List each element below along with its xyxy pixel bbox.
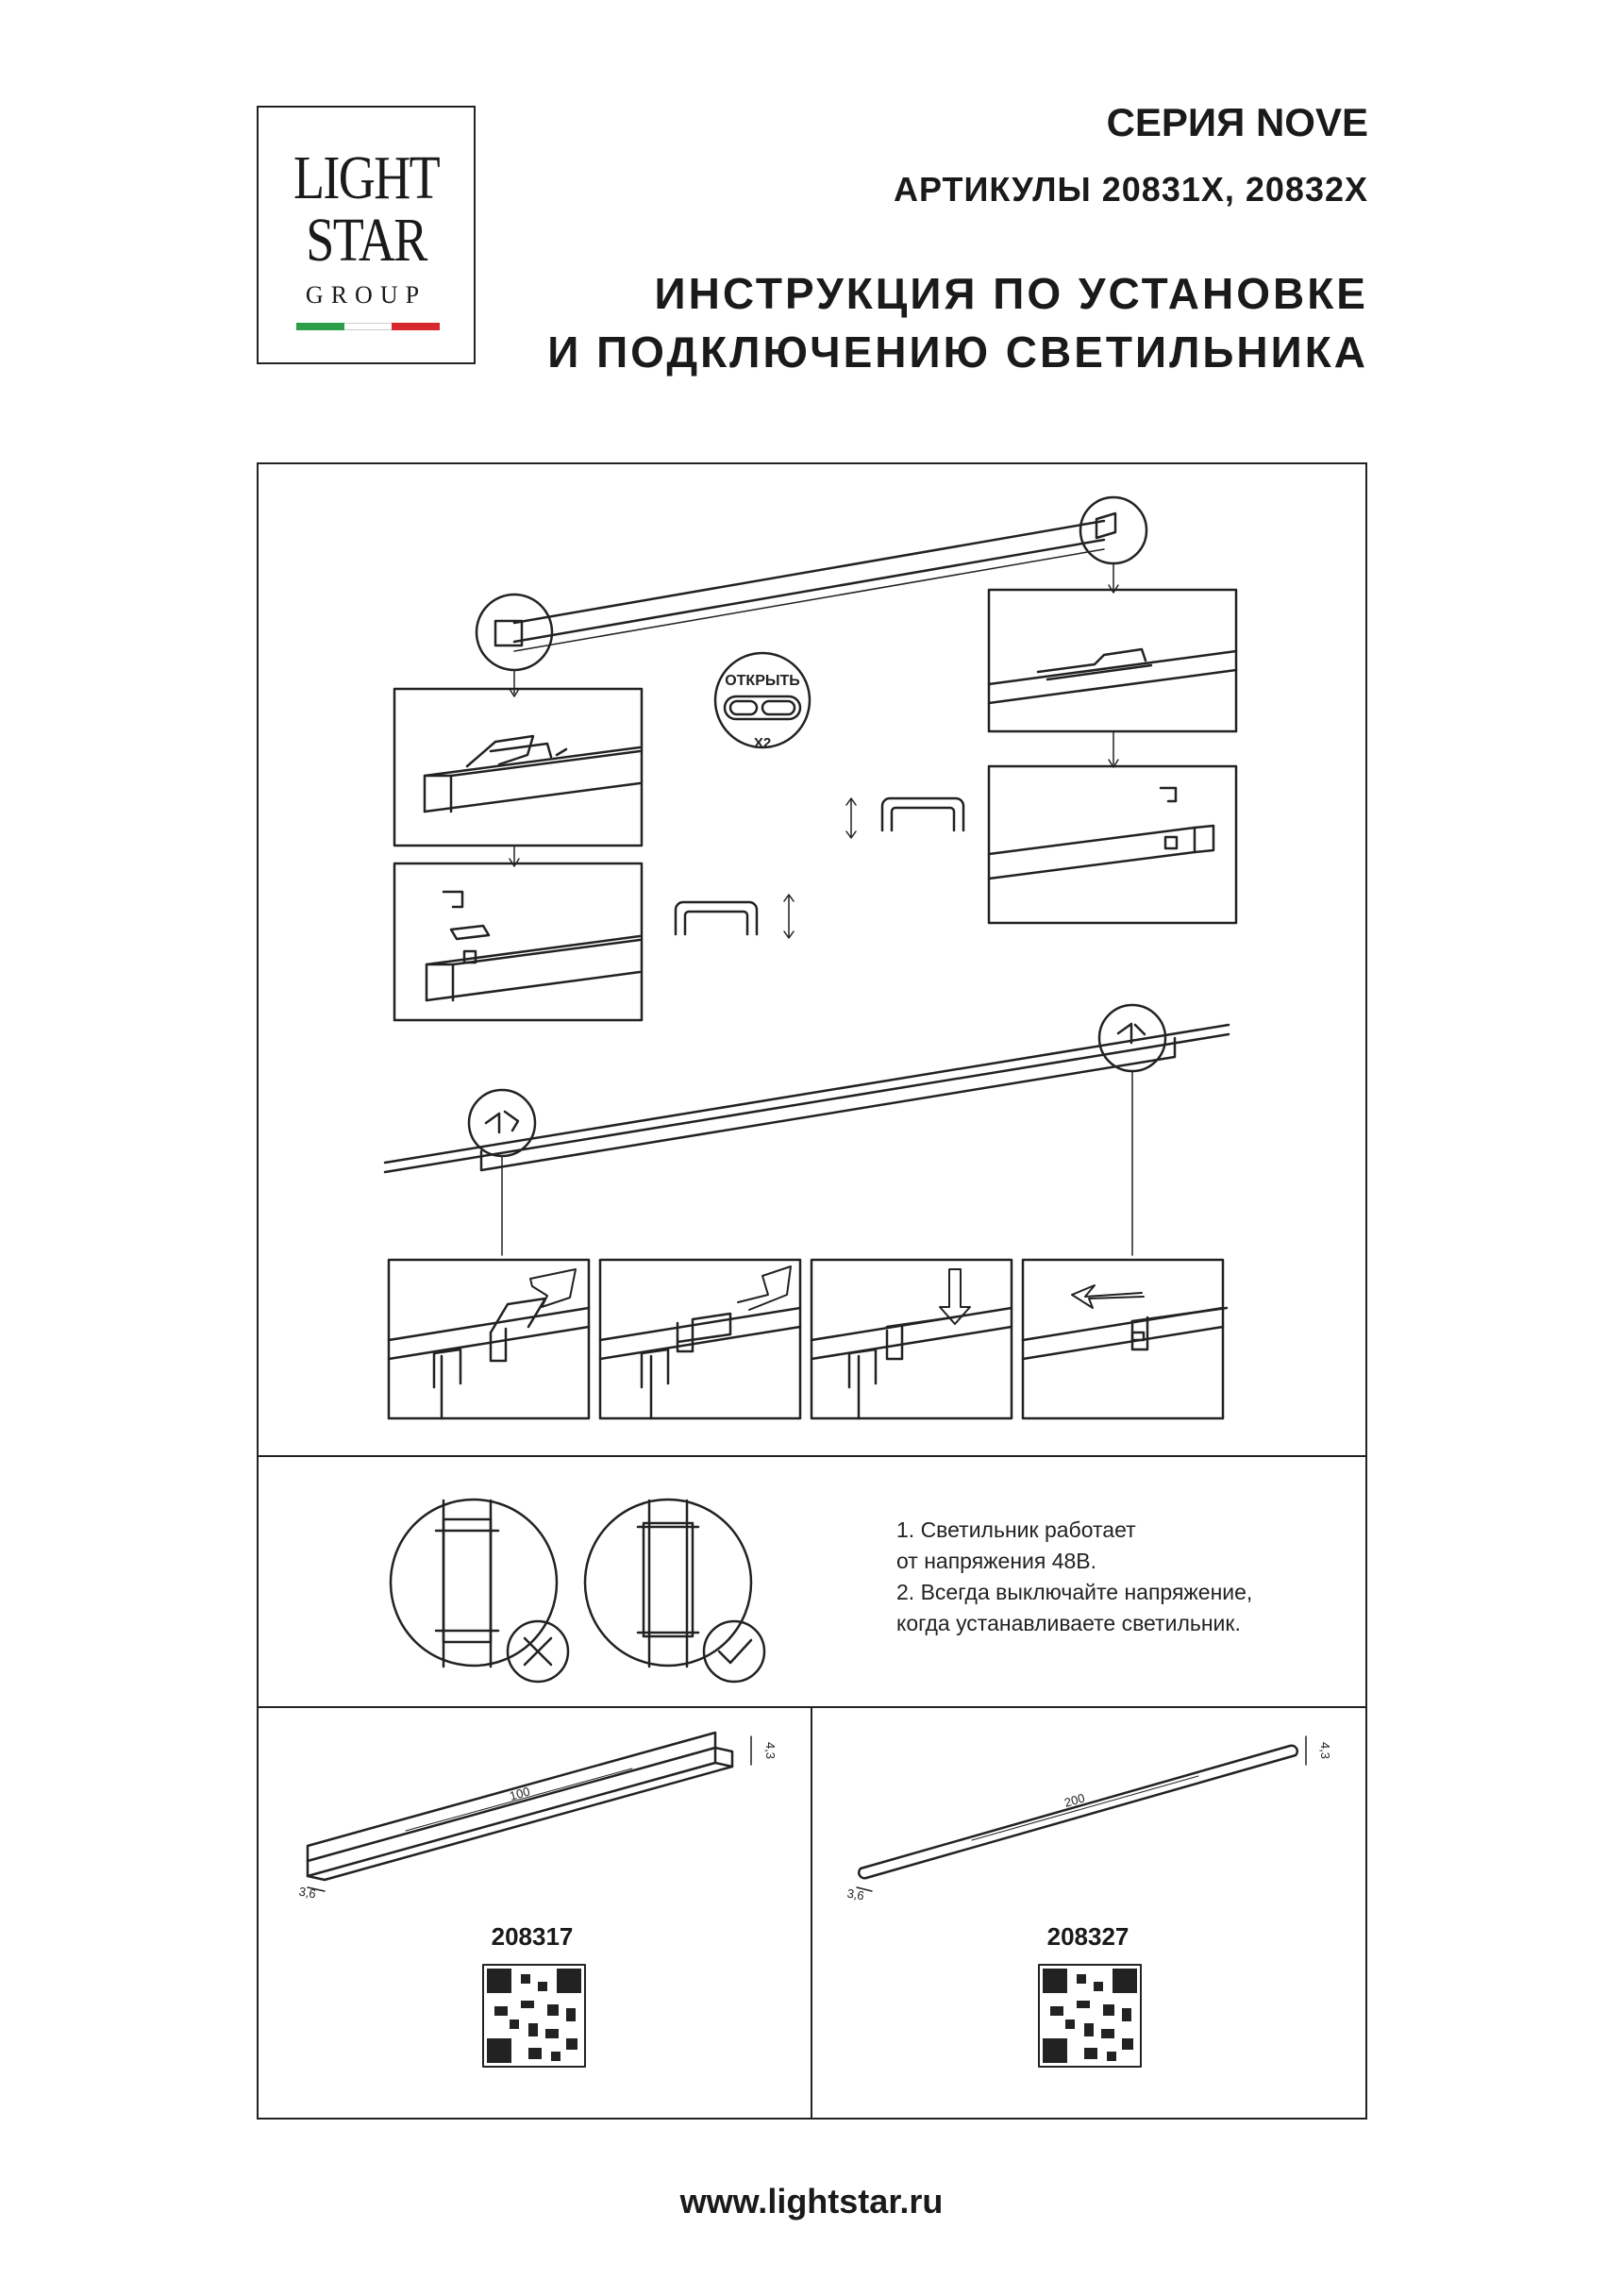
instruction-title-line2: И ПОДКЛЮЧЕНИЮ СВЕТИЛЬНИКА <box>547 327 1368 377</box>
product-code-1: 208317 <box>491 1922 574 1951</box>
note-line-2: от напряжения 48В. <box>896 1549 1097 1573</box>
note-line-3: 2. Всегда выключайте напряжение, <box>896 1580 1253 1604</box>
detail-box-right-2 <box>989 766 1236 923</box>
wrong-mounting-illustration <box>391 1500 568 1682</box>
length-dimension-208317: 100 <box>508 1784 532 1803</box>
logo-text-group: GROUP <box>305 281 427 309</box>
luminaire-drawing-208317 <box>308 1733 751 1891</box>
open-label: ОТКРЫТЬ <box>725 673 800 689</box>
detail-box-right-1 <box>989 590 1236 731</box>
clip-bracket-1 <box>846 798 963 838</box>
width-dimension-208317: 3,6 <box>297 1884 317 1902</box>
qr-code-208317 <box>483 1965 585 2067</box>
logo-text-star: STAR <box>306 206 427 275</box>
step-box-4 <box>1023 1260 1227 1418</box>
width-dimension-208327: 3,6 <box>845 1885 865 1903</box>
note-line-1: 1. Светильник работает <box>896 1517 1136 1542</box>
website-link[interactable]: www.lightstar.ru <box>679 2182 944 2221</box>
top-luminaire-illustration <box>477 497 1146 696</box>
times-label: X2 <box>753 735 772 751</box>
logo-text-light: LIGHT <box>293 143 440 212</box>
qr-code-208327 <box>1039 1965 1141 2067</box>
step-box-1 <box>389 1260 589 1418</box>
clip-bracket-2 <box>676 895 794 938</box>
detail-box-left-2 <box>394 863 642 1020</box>
step-box-2 <box>600 1260 800 1418</box>
article-numbers: АРТИКУЛЫ 20831X, 20832X <box>893 170 1368 209</box>
instruction-title-line1: ИНСТРУКЦИЯ ПО УСТАНОВКЕ <box>654 269 1368 318</box>
step-box-3 <box>812 1260 1012 1418</box>
height-dimension-208317: 4,3 <box>763 1741 778 1760</box>
detail-circle-right <box>1080 497 1146 563</box>
length-dimension-208327: 200 <box>1062 1790 1087 1810</box>
height-dimension-208327: 4,3 <box>1318 1741 1332 1760</box>
note-line-4: когда устанавливаете светильник. <box>896 1611 1241 1635</box>
detail-box-left-1 <box>394 689 642 846</box>
detail-circle-track-left <box>469 1090 535 1156</box>
open-badge <box>715 653 810 747</box>
correct-mounting-illustration <box>585 1500 764 1682</box>
detail-circle-left <box>477 595 552 670</box>
product-code-2: 208327 <box>1046 1922 1129 1951</box>
series-title: СЕРИЯ NOVE <box>1106 100 1368 144</box>
track-illustration <box>385 1005 1229 1255</box>
luminaire-drawing-208327 <box>857 1736 1306 1891</box>
